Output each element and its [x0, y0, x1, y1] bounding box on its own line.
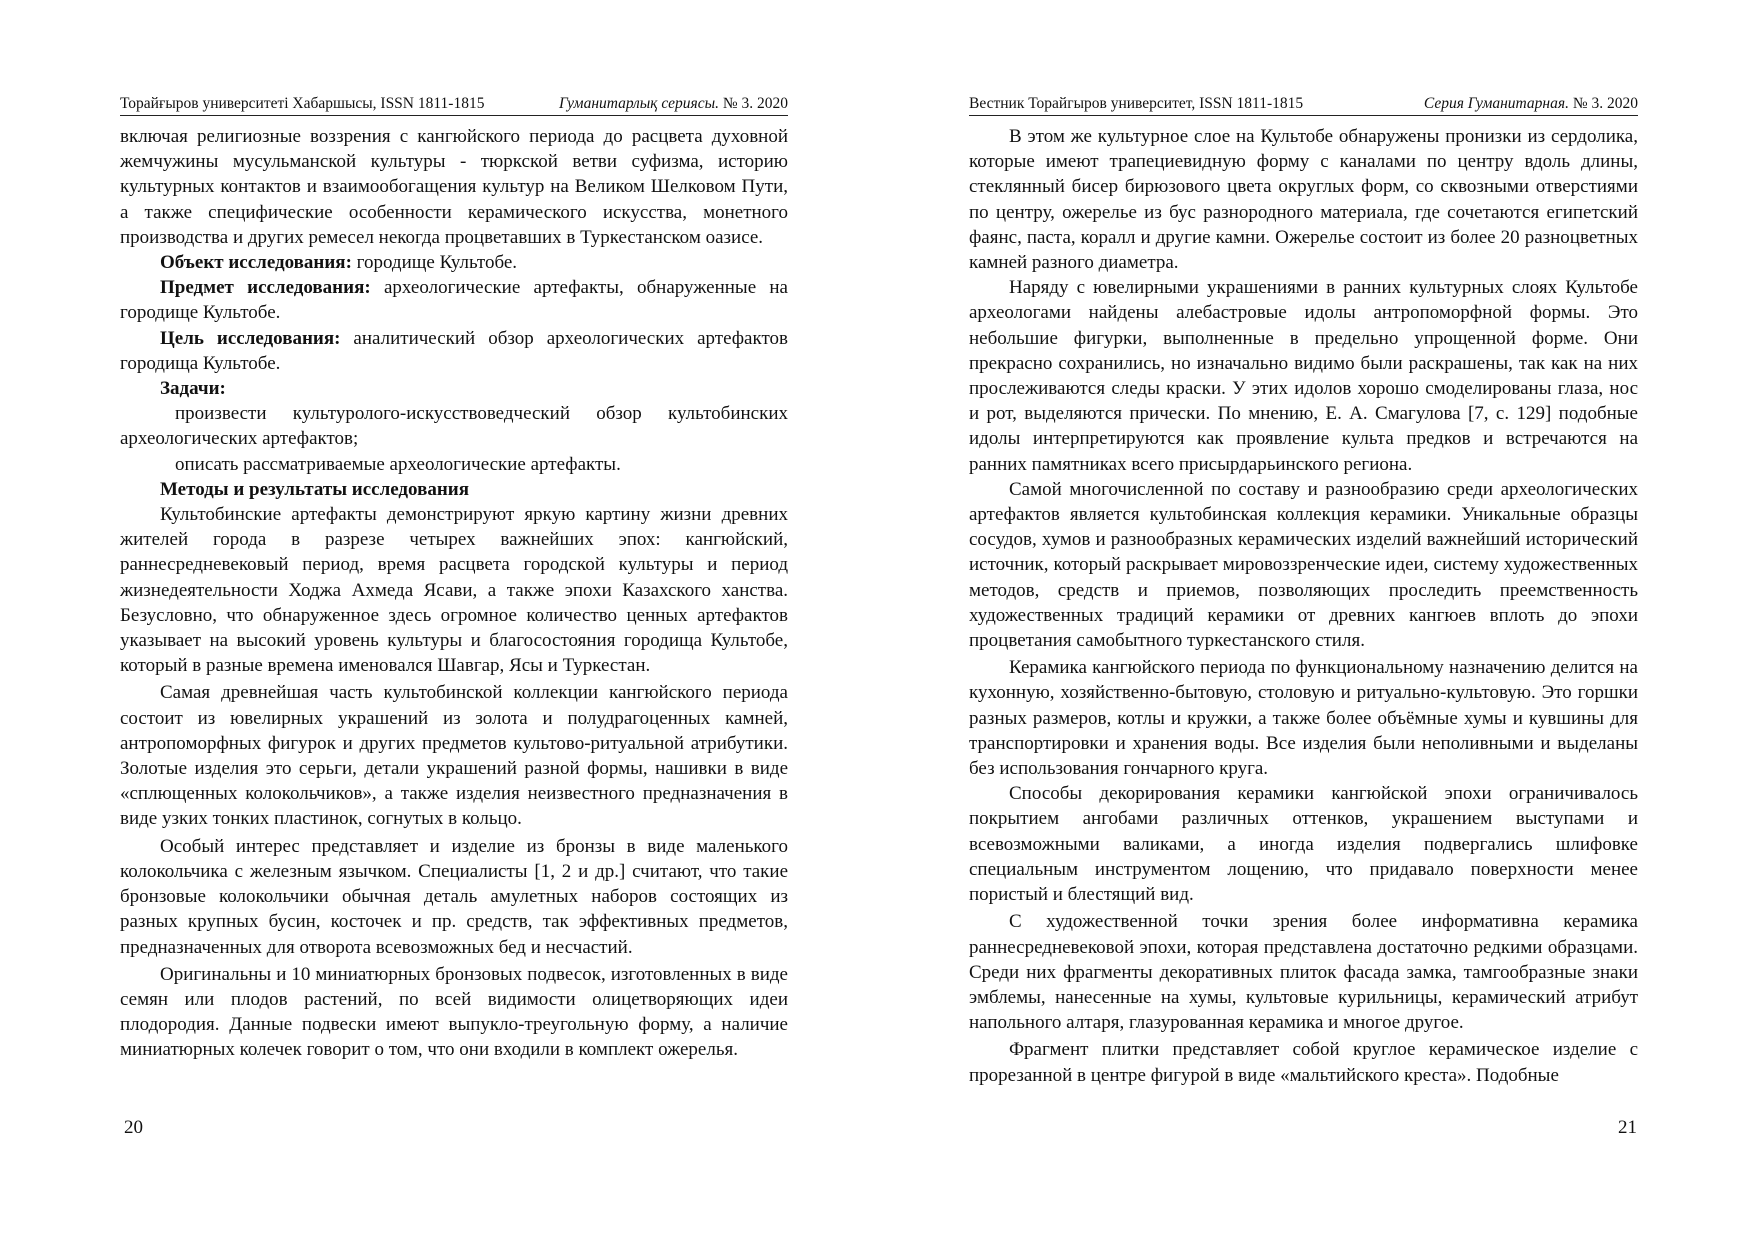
subject-text: археологические артефакты, обнаруженные на городище Культобе. — [120, 277, 788, 324]
goal-line — [120, 326, 788, 376]
paragraph: включая религиозные воззрения с кангюйского периода до расцвета духовной жемчужины мусульманской культуры - тюркской ветви суфизма, историю культурных контактов и взаимообогащения культур на Великом Шелковом Пути, а также специфические особенности керамического искусства, монетного производства и других ремесел некогда процветавших в Туркестанском оазисе. — [120, 126, 788, 248]
task-item: произвести культуролого-искусствоведческий обзор культобинских археологических артефактов; — [120, 403, 788, 450]
journal-title: Вестник Торайгыров университет, ISSN 1811-1815 — [969, 95, 1304, 112]
page-number: 21 — [1618, 1117, 1637, 1138]
object-text: городище Культобе. — [351, 252, 518, 274]
page-body — [969, 124, 1638, 1088]
running-header — [969, 93, 1638, 116]
paragraph: Способы декорирования керамики кангюйской эпохи ограничивалось покрытием ангобами различных оттенков, украшением выступами и всевозможными валиками, а иногда изделия подвергались шлифовке специальным инструментом лощению, что придавало поверхности менее пористый и блестящий вид. — [969, 783, 1638, 906]
paragraph: Самой многочисленной по составу и разнообразию среди археологических артефактов является культобинская коллекция керамики. Уникальные образцы сосудов, хумов и разнообразных керамических изделий важнейший исторический источник, который раскрывает мировоззренческие идеи, систему художественных методов, средств и приемов, позволяющих проследить преемственность художественных традиций керамики от древних кангюев вплоть до эпохи процветания самобытного туркестанского стиля. — [969, 478, 1638, 652]
right-page — [875, 0, 1749, 1241]
object-label: Объект исследования: — [160, 252, 352, 274]
page-body — [120, 124, 788, 1063]
paragraph: Наряду с ювелирными украшениями в ранних культурных слоях Культобе археологами найдены алебастровые идолы антропоморфной формы. Это небольшие фигурки, выполненные в предельно упрощенной форме. Они прекрасно сохранились, но изначально видимо были раскрашены, так как на них прослеживаются следы краски. У этих идолов хорошо смоделированы глаза, нос и рот, выделяются прически. По мнению, Е. А. Смагулова [7, с. 129] подобные идолы интерпретируются как проявление культа предков и встречаются на ранних памятниках всего присырдарьинского региона. — [969, 277, 1638, 475]
paragraph: С художественной точки зрения более информативна керамика раннесредневековой эпохи, которая представлена достаточно редкими образцами. Среди них фрагменты декоративных плиток фасада замка, тамгообразные знаки эмблемы, нанесенные на хумы, культовые курильницы, керамический атрибут напольного алтаря, глазурованная керамика и многое другое. — [969, 911, 1638, 1034]
paragraph: Особый интерес представляет и изделие из бронзы в виде маленького колокольчика с железным язычком. Специалисты [1, 2 и др.] считают, что такие бронзовые колокольчики обычная деталь амулетных наборов состоящих из разных крупных бусин, косточек и пр. средств, так эффективных предметов, предназначенных для отворота всевозможных бед и несчастий. — [120, 835, 788, 958]
paragraph: Самая древнейшая часть культобинской коллекции кангюйского периода состоит из ювелирных украшений из золота и полудрагоценных камней, антропоморфных фигурок и других предметов культово-ритуальной атрибутики. Золотые изделия это серьги, детали украшений разной формы, нашивки в виде «сплющенных колокольчиков», а также изделия неизвестного предназначения в виде узких тонких пластинок, согнутых в кольцо. — [120, 682, 788, 830]
left-page — [0, 0, 874, 1241]
series-issue — [1424, 93, 1638, 115]
issue-number: № 3. 2020 — [1568, 95, 1638, 112]
paragraph: Керамика кангюйского периода по функциональному назначению делится на кухонную, хозяйственно-бытовую, столовую и ритуально-культовую. Это горшки разных размеров, котлы и кружки, а также более объёмные хумы и кувшины для транспортировки и хранения воды. Все изделия были неполивными и выделаны без использования гончарного круга. — [969, 657, 1638, 780]
methods-heading-text: Методы и результаты исследования — [160, 478, 470, 500]
subject-line — [120, 275, 788, 325]
series-name: Гуманитарлық сериясы. — [559, 95, 719, 112]
goal-text: аналитический обзор археологических артефактов городища Культобе. — [120, 327, 788, 374]
goal-label: Цель исследования: — [160, 327, 341, 349]
paragraph: Культобинские артефакты демонстрируют яркую картину жизни древних жителей города в разрезе четырех важнейших эпох: кангюйский, раннесредневековый период, время расцвета городской культуры и период жизнедеятельности Ходжа Ахмеда Ясави, а также эпохи Казахского ханства. Безусловно, что обнаруженное здесь огромное количество ценных артефактов указывает на высокий уровень культуры и благосостояния городища Культобе, который в разные времена именовался Шавгар, Ясы и Туркестан. — [120, 504, 788, 677]
page-number: 20 — [124, 1117, 143, 1138]
subject-label: Предмет исследования: — [160, 277, 371, 299]
journal-title: Торайғыров университеті Хабаршысы, ISSN 1811-1815 — [120, 95, 485, 112]
tasks-label: Задачи: — [160, 378, 226, 400]
issue-number: № 3. 2020 — [718, 95, 788, 112]
series-name: Серия Гуманитарная. — [1423, 95, 1569, 112]
series-issue — [559, 93, 788, 115]
object-line — [120, 250, 788, 275]
methods-heading — [120, 477, 788, 502]
paragraph: Фрагмент плитки представляет собой круглое керамическое изделие с прорезанной в центре фигурой в виде «мальтийского креста». Подобные — [969, 1039, 1638, 1086]
running-header — [120, 93, 788, 116]
paragraph: Оригинальны и 10 миниатюрных бронзовых подвесок, изготовленных в виде семян или плодов растений, по всей видимости олицетворяющих идеи плодородия. Данные подвески имеют выпукло-треугольную форму, а наличие миниатюрных колечек говорит о том, что они входили в комплект ожерелья. — [120, 963, 788, 1061]
paragraph: В этом же культурное слое на Культобе обнаружены пронизки из сердолика, которые имеют трапециевидную форму с каналами по центру вдоль длины, стеклянный бисер бирюзового цвета округлых форм, со сквозными отверстиями по центру, ожерелье из бус разнородного материала, где сочетаются египетский фаянс, паста, коралл и другие камни. Ожерелье состоит из более 20 разноцветных камней разного диаметра. — [969, 126, 1638, 274]
tasks-heading — [120, 376, 788, 401]
task-item: описать рассматриваемые археологические артефакты. — [175, 453, 621, 475]
